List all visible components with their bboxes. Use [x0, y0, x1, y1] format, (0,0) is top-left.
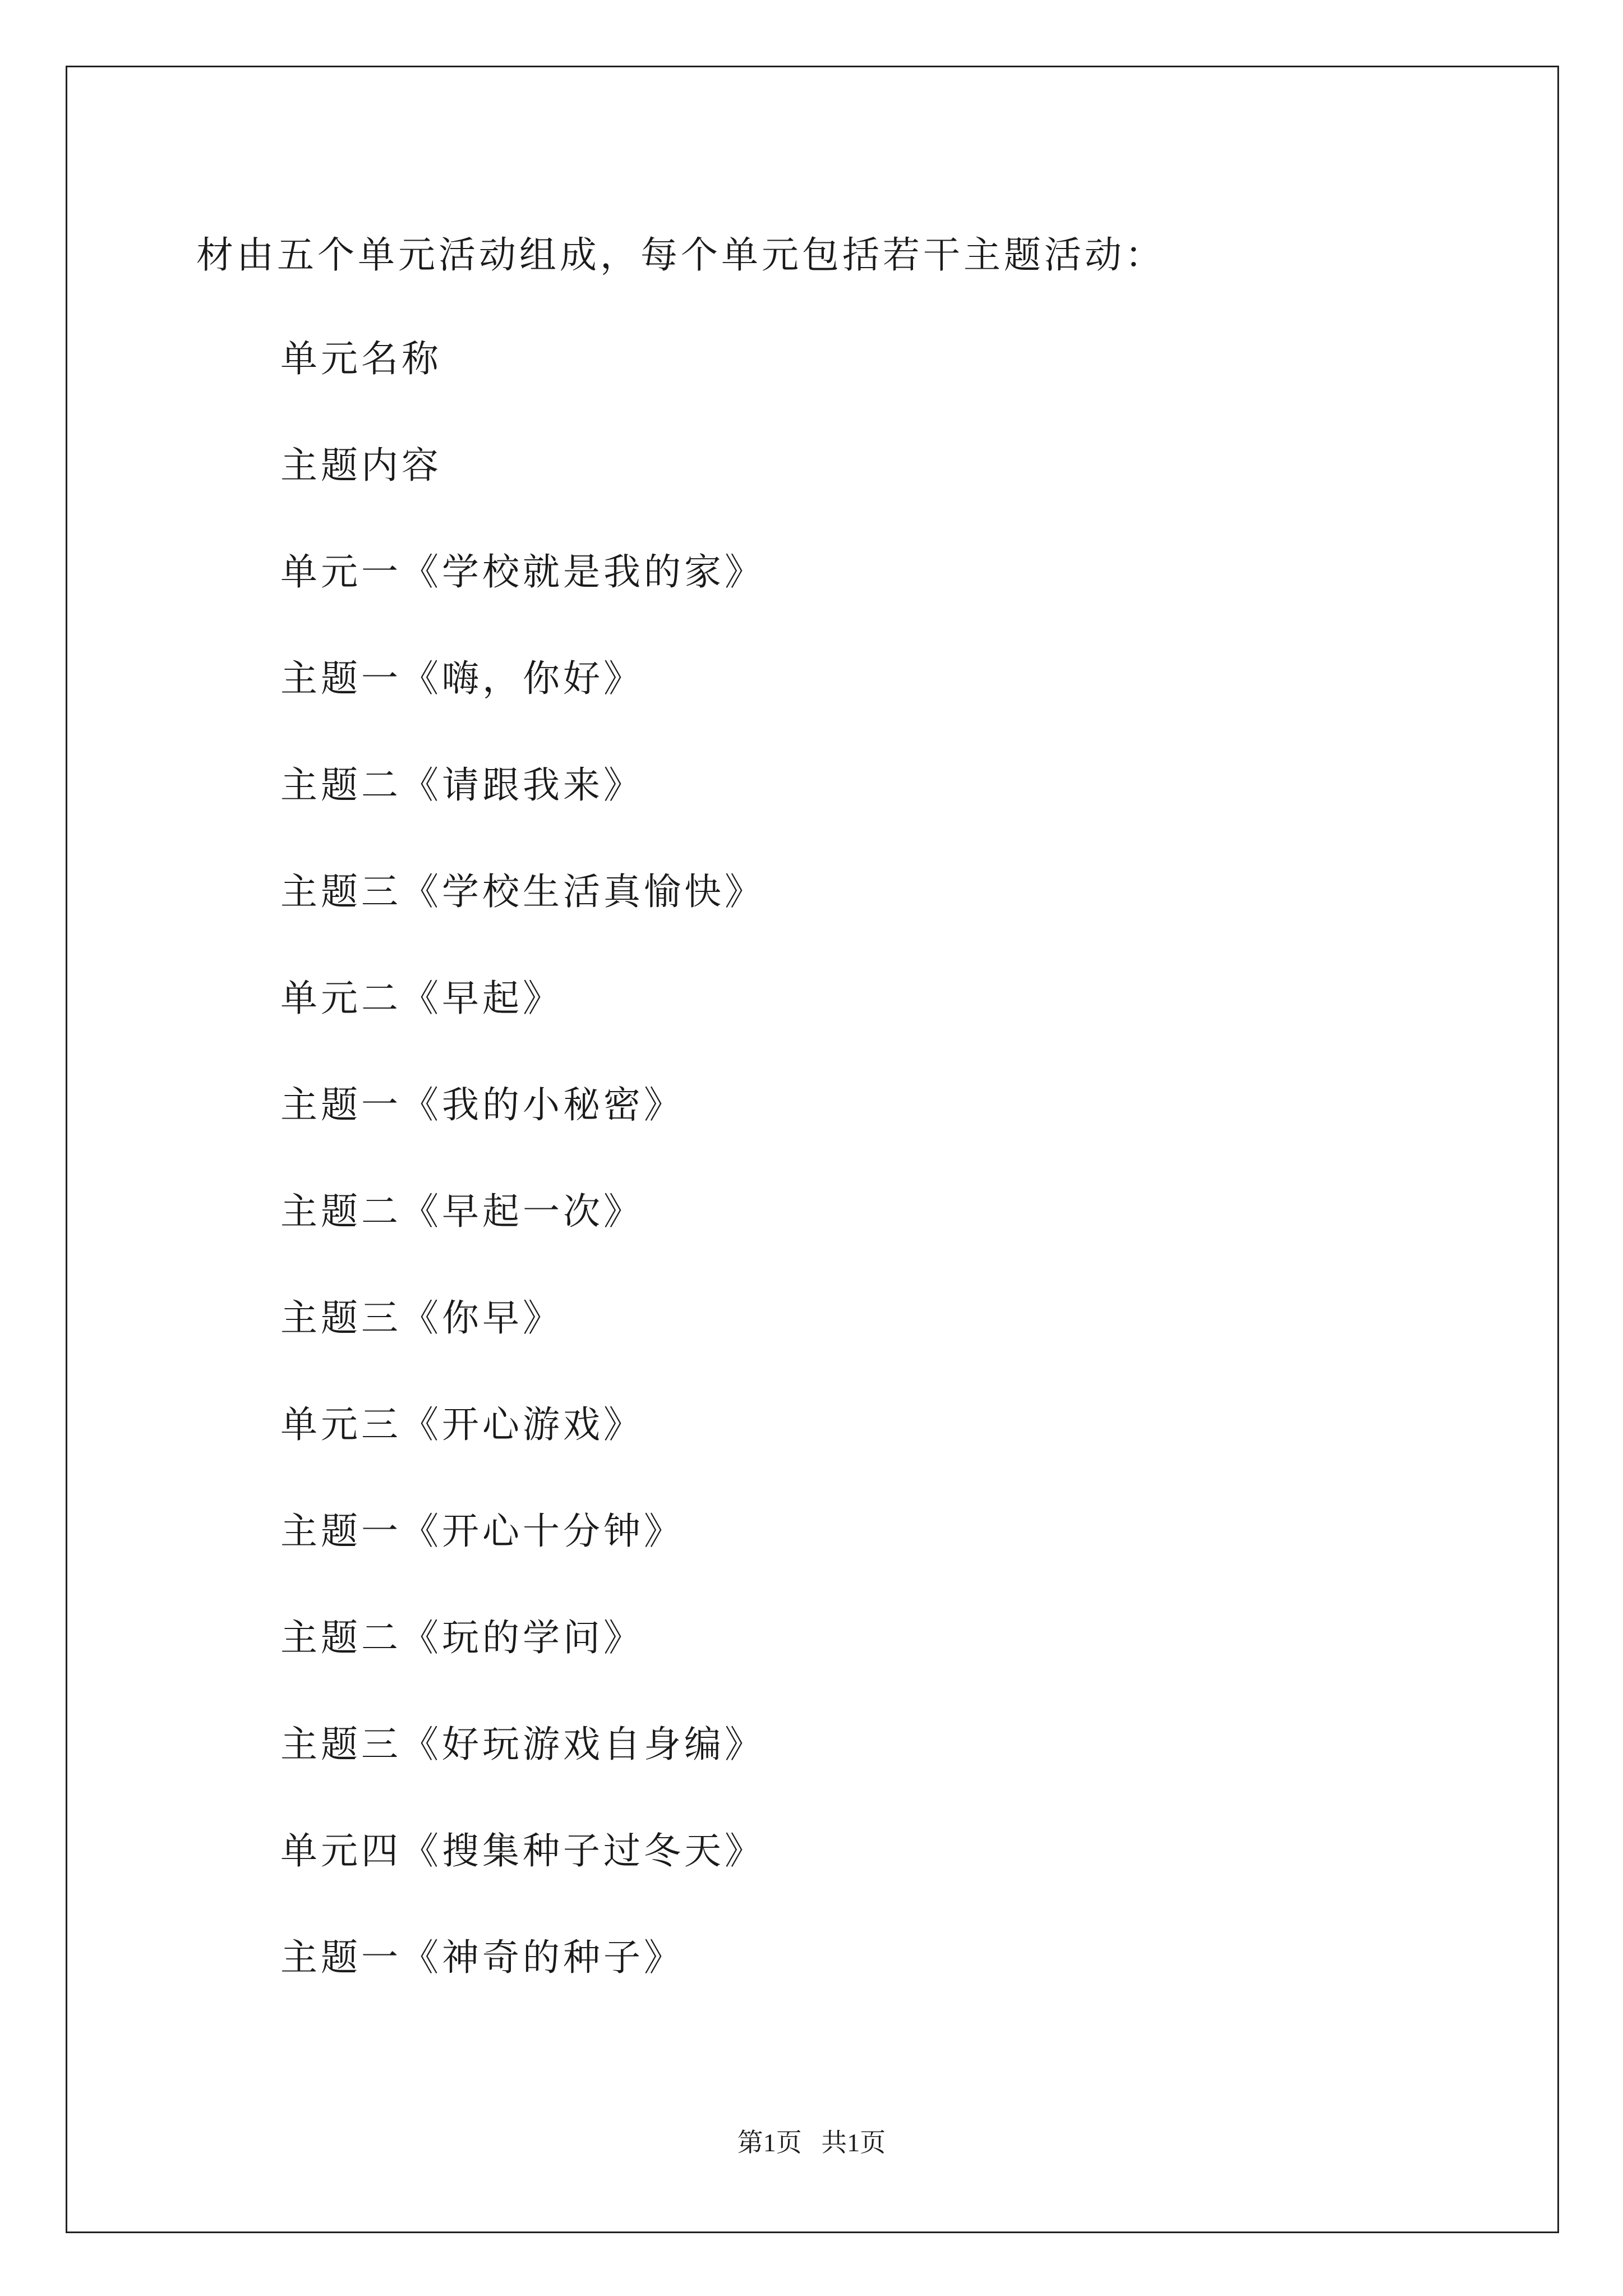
list-item-unit-3-theme-2: 主题二《玩的学问》: [280, 1616, 644, 1659]
list-item-unit-3-theme-1: 主题一《开心十分钟》: [280, 1510, 684, 1553]
list-item-unit-2-theme-3: 主题三《你早》: [280, 1296, 563, 1340]
list-item-header-theme-content: 主题内容: [280, 444, 442, 487]
list-item-unit-2-theme-2: 主题二《早起一次》: [280, 1190, 644, 1233]
list-item-unit-2-theme-1: 主题一《我的小秘密》: [280, 1083, 684, 1126]
list-item-unit-1-theme-2: 主题二《请跟我来》: [280, 763, 644, 807]
list-item-unit-1-theme-3: 主题三《学校生活真愉快》: [280, 870, 765, 913]
list-item-unit-3: 单元三《开心游戏》: [280, 1403, 644, 1446]
list-item-unit-3-theme-3: 主题三《好玩游戏自身编》: [280, 1723, 765, 1766]
page-number-footer: 第1页 共1页: [737, 2128, 886, 2157]
list-item-unit-2: 单元二《早起》: [280, 977, 563, 1020]
list-item-header-unit-name: 单元名称: [280, 337, 442, 380]
unit-theme-list: [280, 328, 765, 2033]
list-item-unit-1-theme-1: 主题一《嗨，你好》: [280, 657, 644, 700]
list-item-unit-4-theme-1: 主题一《神奇的种子》: [280, 1936, 684, 1979]
list-item-unit-4: 单元四《搜集种子过冬天》: [280, 1829, 765, 1872]
intro-paragraph: 材由五个单元活动组成，每个单元包括若干主题活动：: [196, 233, 1165, 277]
list-item-unit-1: 单元一《学校就是我的家》: [280, 550, 765, 593]
